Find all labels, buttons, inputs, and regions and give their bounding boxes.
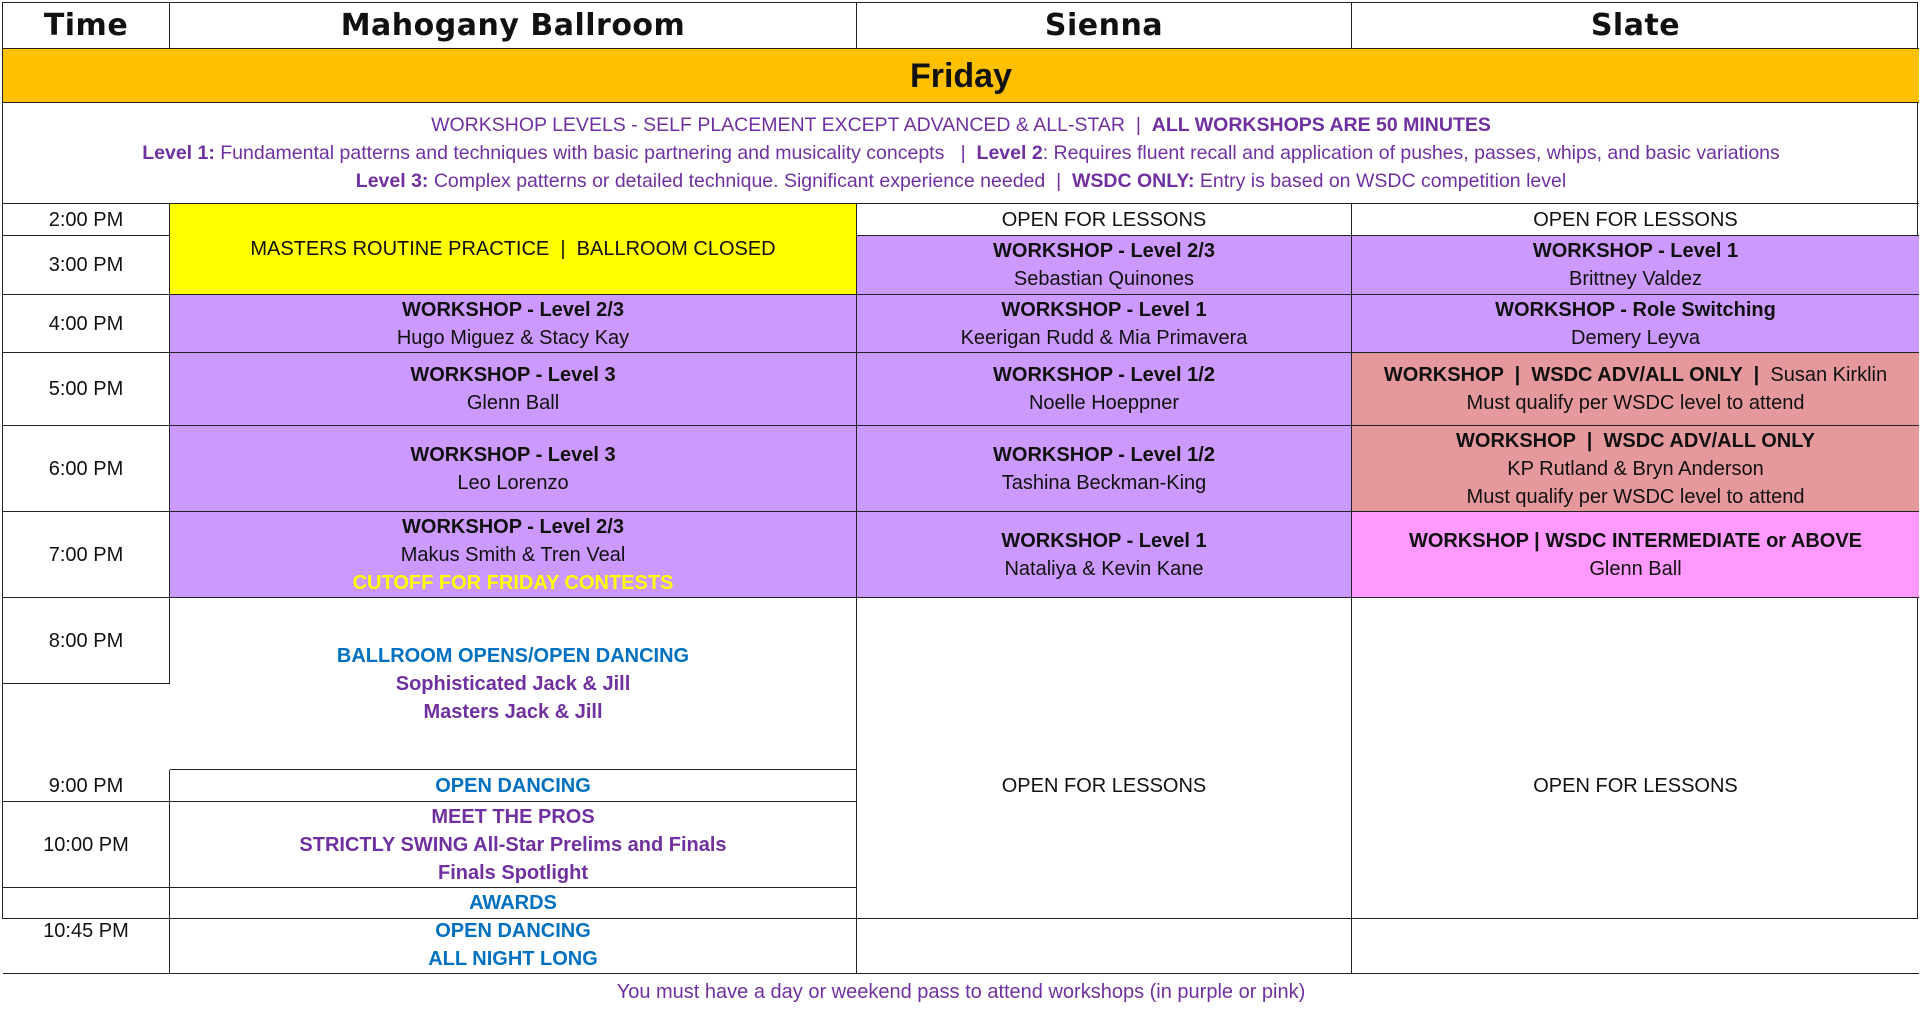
- instructor-names: Makus Smith & Tren Veal: [400, 543, 626, 566]
- event-mahogany-1045pm: [170, 888, 857, 974]
- schedule-table: [2, 2, 1918, 1003]
- workshop-sienna-7pm: [857, 512, 1352, 598]
- masters-routine-practice: [170, 204, 857, 295]
- workshop-title: WORKSHOP - Level 1/2: [993, 443, 1215, 466]
- info-separator: |: [1135, 114, 1141, 136]
- info-separator: |: [960, 142, 966, 164]
- workshop-title: WORKSHOP | WSDC ADV/ALL ONLY: [1456, 429, 1815, 452]
- instructor-names: Noelle Hoeppner: [1028, 392, 1180, 414]
- time-slot: 9:00 PM: [3, 770, 170, 802]
- instructor-names: Demery Leyva: [1571, 326, 1700, 349]
- workshop-slate-6pm: [1352, 426, 1919, 512]
- slate-open-lessons-evening: OPEN FOR LESSONS: [1352, 598, 1919, 974]
- level2-text: : Requires fluent recall and application of pushes, passes, whips, and basic variations: [1042, 142, 1780, 164]
- time-slot: 4:00 PM: [3, 295, 170, 353]
- workshop-title: WORKSHOP - Level 3: [410, 443, 616, 466]
- info-separator: |: [1056, 170, 1062, 192]
- instructor-names: Hugo Miguez & Stacy Kay: [396, 326, 630, 349]
- event-line: AWARDS: [469, 891, 557, 914]
- workshop-title: WORKSHOP - Level 2/3: [993, 240, 1215, 262]
- level1-text: Fundamental patterns and techniques with basic partnering and musicality concepts: [220, 142, 945, 164]
- event-mahogany-10pm: [170, 802, 857, 888]
- instructor-names: Sebastian Quinones: [1013, 268, 1195, 290]
- info-line-1: [431, 111, 1491, 139]
- header-slate: Slate: [1352, 3, 1919, 49]
- workshop-title: WORKSHOP - Level 1: [1532, 240, 1739, 262]
- time-slot: 8:00 PM: [3, 598, 170, 684]
- level2-label: Level 2: [976, 142, 1043, 164]
- pass-requirement-footer: You must have a day or weekend pass to attend workshops (in purple or pink): [616, 980, 1306, 1003]
- time-slot: 10:45 PM: [3, 888, 170, 974]
- workshop-sienna-5pm: [857, 353, 1352, 426]
- header-mahogany-ballroom: Mahogany Ballroom: [170, 3, 857, 49]
- workshop-mahogany-6pm: [170, 426, 857, 512]
- time-slot: 5:00 PM: [3, 353, 170, 426]
- info-line-3: [356, 167, 1566, 195]
- workshop-title: WORKSHOP - Level 2/3: [402, 298, 624, 321]
- time-slot: 6:00 PM: [3, 426, 170, 512]
- workshop-sienna-3pm: [857, 236, 1352, 295]
- workshop-title: WORKSHOP - Level 1: [1001, 529, 1207, 552]
- wsdc-only-label: WSDC ONLY:: [1072, 170, 1195, 192]
- workshop-sienna-6pm: [857, 426, 1352, 512]
- event-line: OPEN DANCING: [435, 919, 591, 942]
- instructor-names: Tashina Beckman-King: [1001, 471, 1207, 494]
- event-line: BALLROOM OPENS/OPEN DANCING: [336, 644, 690, 667]
- header-sienna: Sienna: [857, 3, 1352, 49]
- time-slot: 2:00 PM: [3, 204, 170, 236]
- day-banner: Friday: [3, 49, 1919, 103]
- workshop-sienna-4pm: [857, 295, 1352, 353]
- event-mahogany-9pm: [170, 770, 857, 802]
- level3-label: Level 3:: [355, 170, 429, 192]
- qualification-note: Must qualify per WSDC level to attend: [1466, 392, 1805, 414]
- masters-label: MASTERS ROUTINE PRACTICE | BALLROOM CLOSED: [250, 238, 776, 260]
- workshop-levels-info: [3, 103, 1919, 204]
- workshop-slate-3pm: [1352, 236, 1919, 295]
- instructor-names: Nataliya & Kevin Kane: [1004, 557, 1204, 580]
- event-line: MEET THE PROS: [431, 805, 595, 828]
- workshop-mahogany-7pm: [170, 512, 857, 598]
- workshop-title: WORKSHOP - Level 1: [1001, 298, 1207, 321]
- time-slot: 10:00 PM: [3, 802, 170, 888]
- workshop-mahogany-4pm: [170, 295, 857, 353]
- info-line-2: [142, 139, 1780, 167]
- workshop-slate-5pm: [1352, 353, 1919, 426]
- sienna-open-lessons-2pm: OPEN FOR LESSONS: [857, 204, 1352, 236]
- time-slot: 3:00 PM: [3, 236, 170, 295]
- instructor-names: Keerigan Rudd & Mia Primavera: [960, 326, 1248, 349]
- event-line: Finals Spotlight: [438, 861, 588, 884]
- event-mahogany-8pm: [170, 598, 857, 770]
- instructor-names: KP Rutland & Bryn Anderson: [1507, 457, 1764, 480]
- event-line: Sophisticated Jack & Jill: [395, 672, 631, 695]
- time-slot: 7:00 PM: [3, 512, 170, 598]
- wsdc-only-text: Entry is based on WSDC competition level: [1199, 170, 1567, 192]
- workshop-slate-4pm: [1352, 295, 1919, 353]
- header-time: Time: [3, 3, 170, 49]
- workshop-title: WORKSHOP - Level 1/2: [993, 364, 1215, 386]
- workshop-title-line: [1384, 361, 1887, 389]
- workshop-title: WORKSHOP | WSDC INTERMEDIATE or ABOVE: [1408, 529, 1863, 552]
- instructor-names: Brittney Valdez: [1568, 268, 1703, 290]
- slate-open-lessons-2pm: OPEN FOR LESSONS: [1352, 204, 1919, 236]
- workshop-title: WORKSHOP - Level 3: [410, 364, 616, 386]
- event-line: STRICTLY SWING All-Star Prelims and Finals: [299, 833, 727, 856]
- instructor-names: Glenn Ball: [466, 392, 560, 414]
- workshop-slate-7pm: [1352, 512, 1919, 598]
- workshop-title: WORKSHOP - Role Switching: [1495, 298, 1776, 321]
- workshop-title: WORKSHOP - Level 2/3: [402, 515, 624, 538]
- contest-cutoff-note: CUTOFF FOR FRIDAY CONTESTS: [352, 571, 674, 594]
- sienna-open-lessons-evening: OPEN FOR LESSONS: [857, 598, 1352, 974]
- info-self-placement: WORKSHOP LEVELS - SELF PLACEMENT EXCEPT ADVANCED & ALL-STAR: [431, 114, 1126, 136]
- info-50-minutes: ALL WORKSHOPS ARE 50 MINUTES: [1151, 114, 1491, 136]
- workshop-title: WORKSHOP | WSDC ADV/ALL ONLY |: [1383, 364, 1760, 386]
- qualification-note: Must qualify per WSDC level to attend: [1466, 485, 1805, 508]
- workshop-mahogany-5pm: [170, 353, 857, 426]
- instructor-names: Glenn Ball: [1589, 557, 1682, 580]
- event-line: ALL NIGHT LONG: [428, 947, 598, 970]
- instructor-names: Leo Lorenzo: [457, 471, 569, 494]
- level3-text: Complex patterns or detailed technique. Significant experience needed: [433, 170, 1046, 192]
- event-line: Masters Jack & Jill: [423, 700, 603, 723]
- instructor-names: Susan Kirklin: [1770, 364, 1888, 386]
- event-line: OPEN DANCING: [435, 774, 591, 797]
- level1-label: Level 1:: [142, 142, 215, 164]
